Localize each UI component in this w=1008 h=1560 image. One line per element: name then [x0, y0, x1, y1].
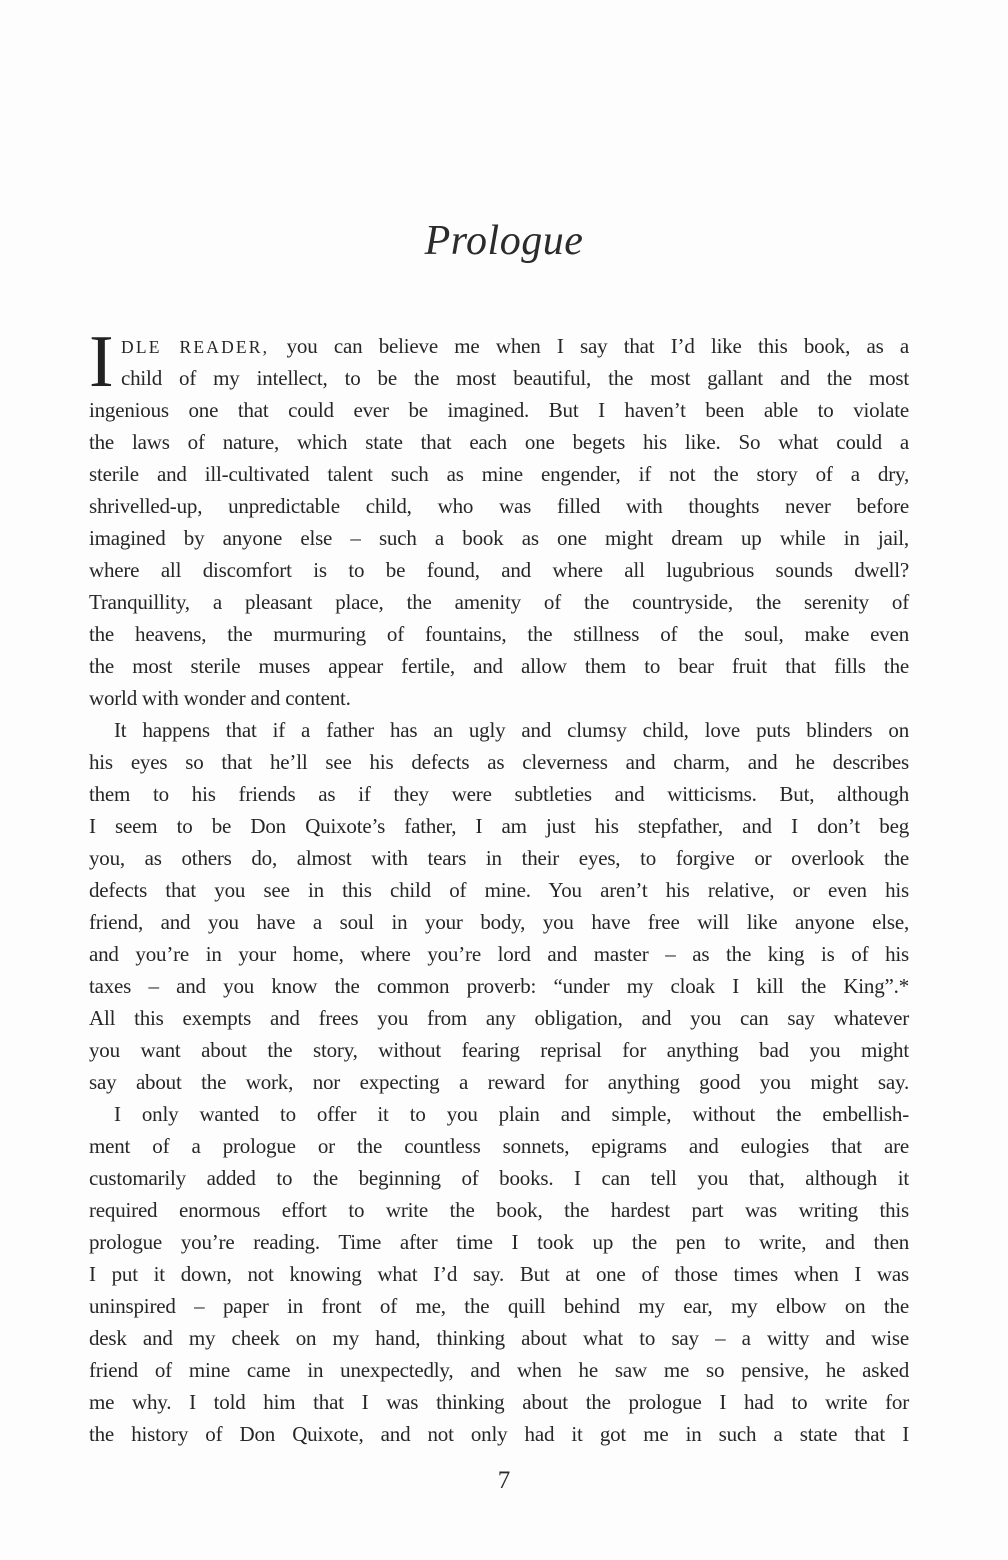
- text-line: sterile and ill-cultivated talent such as mine engender, if not the story of a dry,: [89, 462, 909, 486]
- page-title: Prologue: [424, 218, 584, 264]
- text-line: say about the work, nor expecting a reward for anything good you might say.: [89, 1070, 909, 1094]
- text-line: It happens that if a father has an ugly and clumsy child, love puts blinders on: [114, 718, 909, 742]
- text-line: imagined by anyone else – such a book as one might dream up while in jail,: [89, 526, 909, 550]
- text-line: and you’re in your home, where you’re lord and master – as the king is of his: [89, 942, 909, 966]
- text-line: desk and my cheek on my hand, thinking about what to say – a witty and wise: [89, 1326, 909, 1350]
- text-line: the heavens, the murmuring of fountains, the stillness of the soul, make even: [89, 622, 909, 646]
- small-caps-opening: DLE READER,: [121, 337, 270, 357]
- drop-cap: I: [89, 321, 114, 403]
- page-number: 7: [497, 1467, 511, 1494]
- paragraph: [89, 1098, 909, 1450]
- text-line: world with wonder and content.: [89, 686, 351, 710]
- text-block: [89, 321, 910, 1450]
- text-line: ingenious one that could ever be imagined. But I haven’t been able to violate: [89, 398, 909, 422]
- text-line: the laws of nature, which state that each one begets his like. So what could a: [89, 430, 909, 454]
- text-line: me why. I told him that I was thinking about the prologue I had to write for: [89, 1390, 909, 1414]
- text-line: friend of mine came in unexpectedly, and when he saw me so pensive, he asked: [89, 1358, 909, 1382]
- text-line: ment of a prologue or the countless sonnets, epigrams and eulogies that are: [89, 1134, 909, 1158]
- text-line: I seem to be Don Quixote’s father, I am just his stepfather, and I don’t beg: [89, 814, 909, 838]
- text-line: defects that you see in this child of mine. You aren’t his relative, or even his: [89, 878, 909, 902]
- text-line: you, as others do, almost with tears in their eyes, to forgive or overlook the: [89, 846, 909, 870]
- text-line: prologue you’re reading. Time after time I took up the pen to write, and then: [89, 1230, 909, 1254]
- text-line: required enormous effort to write the book, the hardest part was writing this: [89, 1198, 909, 1222]
- text-line: you want about the story, without fearing reprisal for anything bad you might: [89, 1038, 909, 1062]
- text-line: I put it down, not knowing what I’d say. But at one of those times when I was: [89, 1262, 909, 1286]
- text-line: them to his friends as if they were subtleties and witticisms. But, although: [89, 782, 909, 806]
- paragraph: [89, 714, 909, 1098]
- text-line: DLE READER, you can believe me when I say that I’d like this book, as a: [121, 334, 910, 358]
- text-line: I only wanted to offer it to you plain and simple, without the embellish-: [114, 1102, 909, 1126]
- text-line: Tranquillity, a pleasant place, the amenity of the countryside, the serenity of: [89, 590, 909, 614]
- text-line: the most sterile muses appear fertile, and allow them to bear fruit that fills the: [89, 654, 909, 678]
- text-line: shrivelled-up, unpredictable child, who was filled with thoughts never before: [89, 494, 909, 518]
- text-line: where all discomfort is to be found, and where all lugubrious sounds dwell?: [89, 558, 909, 582]
- paragraph: [89, 321, 910, 714]
- text-line: friend, and you have a soul in your body, you have free will like anyone else,: [89, 910, 909, 934]
- text-line: customarily added to the beginning of books. I can tell you that, although it: [89, 1166, 909, 1190]
- text-line: the history of Don Quixote, and not only had it got me in such a state that I: [89, 1422, 909, 1446]
- text-line: his eyes so that he’ll see his defects as cleverness and charm, and he describes: [89, 750, 909, 774]
- text-line: child of my intellect, to be the most beautiful, the most gallant and the most: [121, 366, 909, 390]
- text-line: All this exempts and frees you from any obligation, and you can say whatever: [89, 1006, 909, 1030]
- text-line: taxes – and you know the common proverb: “under my cloak I kill the King”.*: [89, 974, 909, 998]
- text-line: uninspired – paper in front of me, the quill behind my ear, my elbow on the: [89, 1294, 909, 1318]
